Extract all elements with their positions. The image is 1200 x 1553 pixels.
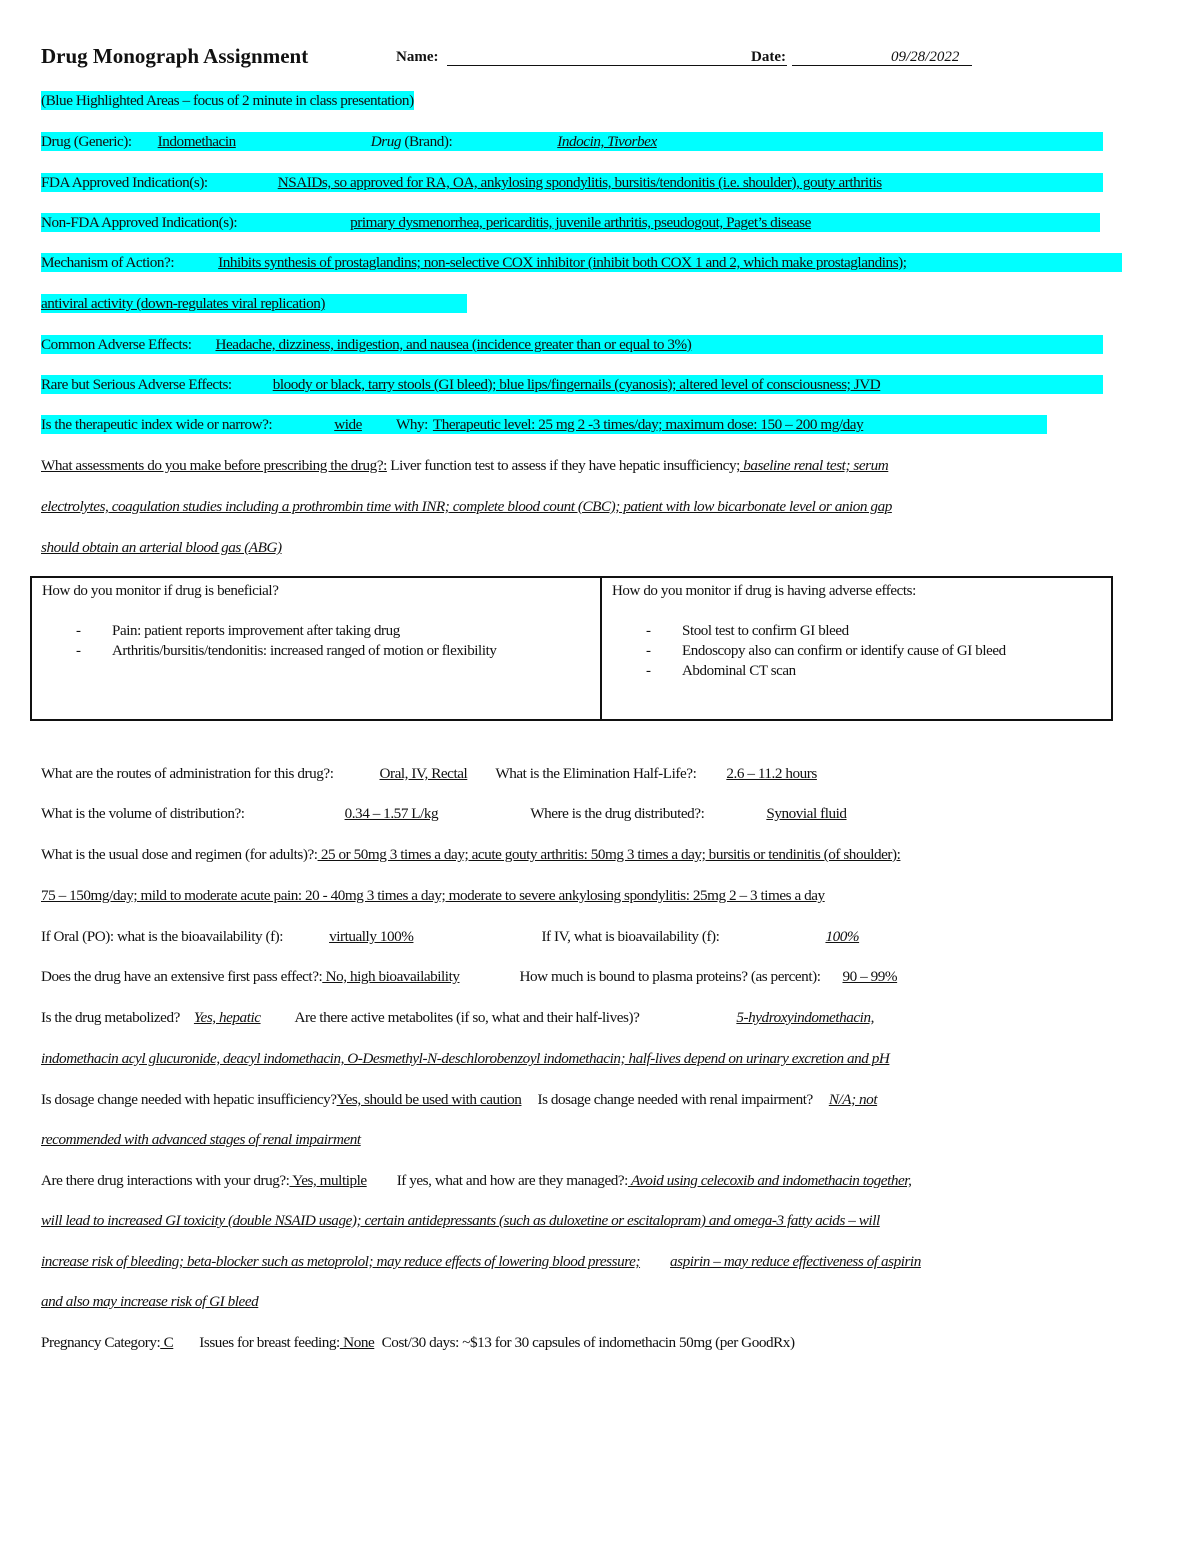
- assess-label: What assessments do you make before prescribing the drug?:: [41, 457, 387, 474]
- date-value: 09/28/2022: [891, 49, 960, 65]
- firstpass-value: No, high bioavailability: [322, 968, 460, 985]
- managed-value-1: Avoid using celecoxib and indomethacin together,: [627, 1172, 912, 1189]
- assess-row-3: [41, 538, 282, 557]
- active-met-label: Are there active metabolites (if so, what and their half-lives)?: [294, 1009, 640, 1026]
- nonfda-label: Non-FDA Approved Indication(s):: [41, 214, 238, 231]
- list-item: - Pain: patient reports improvement after taking drug: [76, 623, 400, 639]
- moa-value-2: antiviral activity (down-regulates viral replication): [41, 295, 326, 312]
- interactions-row-1: [41, 1171, 911, 1190]
- breast-value: None: [339, 1334, 375, 1351]
- hepatic-renal-row: [41, 1090, 881, 1109]
- monitor-adverse-title: How do you monitor if drug is having adverse effects:: [612, 583, 916, 599]
- pregnancy-value: C: [160, 1334, 174, 1351]
- nonfda-value: primary dysmenorrhea, pericarditis, juvenile arthritis, pseudogout, Paget’s disease: [350, 214, 811, 231]
- iv-bio-value: 100%: [825, 928, 860, 945]
- document-title: Drug Monograph Assignment: [41, 44, 309, 68]
- active-met-row-2: [41, 1049, 889, 1068]
- assess-value-2: electrolytes, coagulation studies including a prothrombin time with INR; complete blood count (CBC); patient with low bicarbonate level or anion gap: [41, 498, 892, 515]
- iv-bio-label: If IV, what is bioavailability (f):: [541, 928, 720, 945]
- list-item: - Endoscopy also can confirm or identify cause of GI bleed: [646, 643, 1006, 659]
- moa-value-1: Inhibits synthesis of prostaglandins; non-selective COX inhibitor (inhibit both COX 1 and 2, which make prostaglandins);: [218, 254, 907, 271]
- assess-row-2: [41, 497, 892, 516]
- generic-label: Drug (Generic):: [41, 133, 132, 150]
- generic-brand-row: [41, 132, 1103, 151]
- dose-row-2: [41, 886, 905, 905]
- managed-value-2: will lead to increased GI toxicity (double NSAID usage); certain antidepressants (such as duloxetine or escitalopram) and omega-3 fatty acids – will: [41, 1212, 880, 1229]
- halflife-value: 2.6 – 11.2 hours: [726, 765, 817, 782]
- firstpass-row: [41, 967, 907, 986]
- routes-value: Oral, IV, Rectal: [379, 765, 468, 782]
- renal-row-2: [41, 1130, 425, 1149]
- vd-value: 0.34 – 1.57 L/kg: [344, 805, 439, 822]
- common-ae-value: Headache, dizziness, indigestion, and nausea (incidence greater than or equal to 3%): [215, 336, 692, 353]
- oral-bio-value: virtually 100%: [329, 928, 414, 945]
- generic-value: Indomethacin: [157, 133, 236, 150]
- brand-label: (Brand):: [401, 133, 453, 150]
- monitor-beneficial-title: How do you monitor if drug is beneficial?: [42, 583, 279, 599]
- routes-label: What are the routes of administration for this drug?:: [41, 765, 334, 782]
- brand-value: Indocin, Tivorbex: [557, 133, 657, 150]
- metab-value: Yes, hepatic: [193, 1009, 261, 1026]
- rare-ae-label: Rare but Serious Adverse Effects:: [41, 376, 232, 393]
- monitor-beneficial-list: [42, 621, 590, 661]
- halflife-label: What is the Elimination Half-Life?:: [495, 765, 697, 782]
- moa-row-2: [41, 294, 467, 313]
- protein-label: How much is bound to plasma proteins? (as percent):: [519, 968, 821, 985]
- moa-label: Mechanism of Action?:: [41, 254, 175, 271]
- ti-value: wide: [334, 416, 362, 433]
- dose-value-1: 25 or 50mg 3 times a day; acute gouty arthritis: 50mg 3 times a day; bursitis or tendinitis (of shoulder):: [317, 846, 901, 863]
- assess-value-1b: baseline renal test; serum: [739, 457, 889, 474]
- name-label: Name:: [396, 49, 439, 65]
- hepatic-label: Is dosage change needed with hepatic insufficiency?: [41, 1091, 337, 1108]
- fda-row: [41, 173, 1103, 192]
- brand-label-italic: Drug: [370, 133, 402, 150]
- moa-row-1: [41, 253, 1122, 272]
- routes-row: [41, 764, 913, 783]
- pregnancy-row: [41, 1333, 851, 1352]
- vd-row: [41, 804, 959, 823]
- interactions-row-3: [41, 1252, 921, 1271]
- ti-label: Is the therapeutic index wide or narrow?:: [41, 416, 273, 433]
- list-item: - Arthritis/bursitis/tendonitis: increased ranged of motion or flexibility: [76, 643, 497, 659]
- date-label: Date:: [751, 49, 786, 65]
- common-ae-row: [41, 335, 1103, 354]
- interactions-row-2: [41, 1211, 880, 1230]
- distributed-value: Synovial fluid: [766, 805, 847, 822]
- assess-row-1: [41, 456, 888, 475]
- renal-label: Is dosage change needed with renal impairment?: [537, 1091, 813, 1108]
- ti-why-value: Therapeutic level: 25 mg 2 -3 times/day; maximum dose: 150 – 200 mg/day: [432, 416, 864, 433]
- hepatic-value: Yes, should be used with caution: [336, 1091, 522, 1108]
- fda-label: FDA Approved Indication(s):: [41, 174, 208, 191]
- list-item: - Stool test to confirm GI bleed: [646, 623, 849, 639]
- name-field[interactable]: [447, 65, 787, 66]
- pregnancy-label: Pregnancy Category:: [41, 1334, 161, 1351]
- metabolized-row: [41, 1008, 878, 1027]
- distributed-label: Where is the drug distributed?:: [530, 805, 705, 822]
- monitor-beneficial-cell: [32, 578, 602, 719]
- active-met-value-1: 5-hydroxyindomethacin,: [736, 1009, 874, 1026]
- highlight-note: [41, 91, 414, 110]
- breast-label: Issues for breast feeding:: [199, 1334, 340, 1351]
- oral-bio-label: If Oral (PO): what is the bioavailability (f):: [41, 928, 284, 945]
- rare-ae-row: [41, 375, 1103, 394]
- monitor-adverse-list: [612, 621, 1101, 681]
- assess-value-3: should obtain an arterial blood gas (ABG): [41, 539, 282, 556]
- monitoring-table: [30, 576, 1113, 721]
- metab-label: Is the drug metabolized?: [41, 1009, 180, 1026]
- cost-label: Cost/30 days: ~$13 for 30 capsules of indomethacin 50mg (per GoodRx): [378, 1334, 795, 1351]
- note-text: (Blue Highlighted Areas – focus of 2 minute in class presentation): [41, 92, 414, 109]
- managed-label: If yes, what and how are they managed?:: [396, 1172, 628, 1189]
- therapeutic-index-row: [41, 415, 1047, 434]
- interactions-row-4: [41, 1292, 1044, 1311]
- renal-value-1: N/A; not: [828, 1091, 878, 1108]
- renal-value-2: recommended with advanced stages of renal impairment: [41, 1131, 361, 1148]
- protein-value: 90 – 99%: [842, 968, 898, 985]
- managed-value-4: and also may increase risk of GI bleed: [41, 1293, 259, 1310]
- interactions-value: Yes, multiple: [289, 1172, 367, 1189]
- cost-blank: [799, 1334, 851, 1351]
- active-met-value-2: indomethacin acyl glucuronide, deacyl indomethacin, O-Desmethyl-N-deschlorobenzoyl indomethacin; half-lives depend on urinary excretion and pH: [41, 1050, 890, 1067]
- header: [41, 44, 1171, 74]
- vd-label: What is the volume of distribution?:: [41, 805, 245, 822]
- monitor-adverse-cell: [602, 578, 1111, 719]
- firstpass-label: Does the drug have an extensive first pass effect?:: [41, 968, 323, 985]
- dose-label: What is the usual dose and regimen (for adults)?:: [41, 846, 318, 863]
- list-item: - Abdominal CT scan: [646, 663, 796, 679]
- assess-value-1: Liver function test to assess if they have hepatic insufficiency;: [386, 457, 740, 474]
- bioavailability-row: [41, 927, 957, 946]
- rare-ae-value: bloody or black, tarry stools (GI bleed); blue lips/fingernails (cyanosis); altered level of consciousness; JVD: [272, 376, 881, 393]
- dose-value-2: 75 – 150mg/day; mild to moderate acute pain: 20 - 40mg 3 times a day; moderate to severe ankylosing spondylitis: 25mg 2 – 3 times a day: [41, 887, 825, 904]
- interactions-label: Are there drug interactions with your drug?:: [41, 1172, 290, 1189]
- fda-value: NSAIDs, so approved for RA, OA, ankylosing spondylitis, bursitis/tendonitis (i.e. shoulder), gouty arthritis: [277, 174, 882, 191]
- common-ae-label: Common Adverse Effects:: [41, 336, 192, 353]
- ti-why-label: Why:: [395, 416, 428, 433]
- managed-value-3: increase risk of bleeding; beta-blocker such as metoprolol; may reduce effects of lowering blood pressure; aspirin – may reduce effectiveness of aspirin: [41, 1253, 921, 1270]
- dose-row-1: [41, 845, 922, 864]
- nonfda-row: [41, 213, 1100, 232]
